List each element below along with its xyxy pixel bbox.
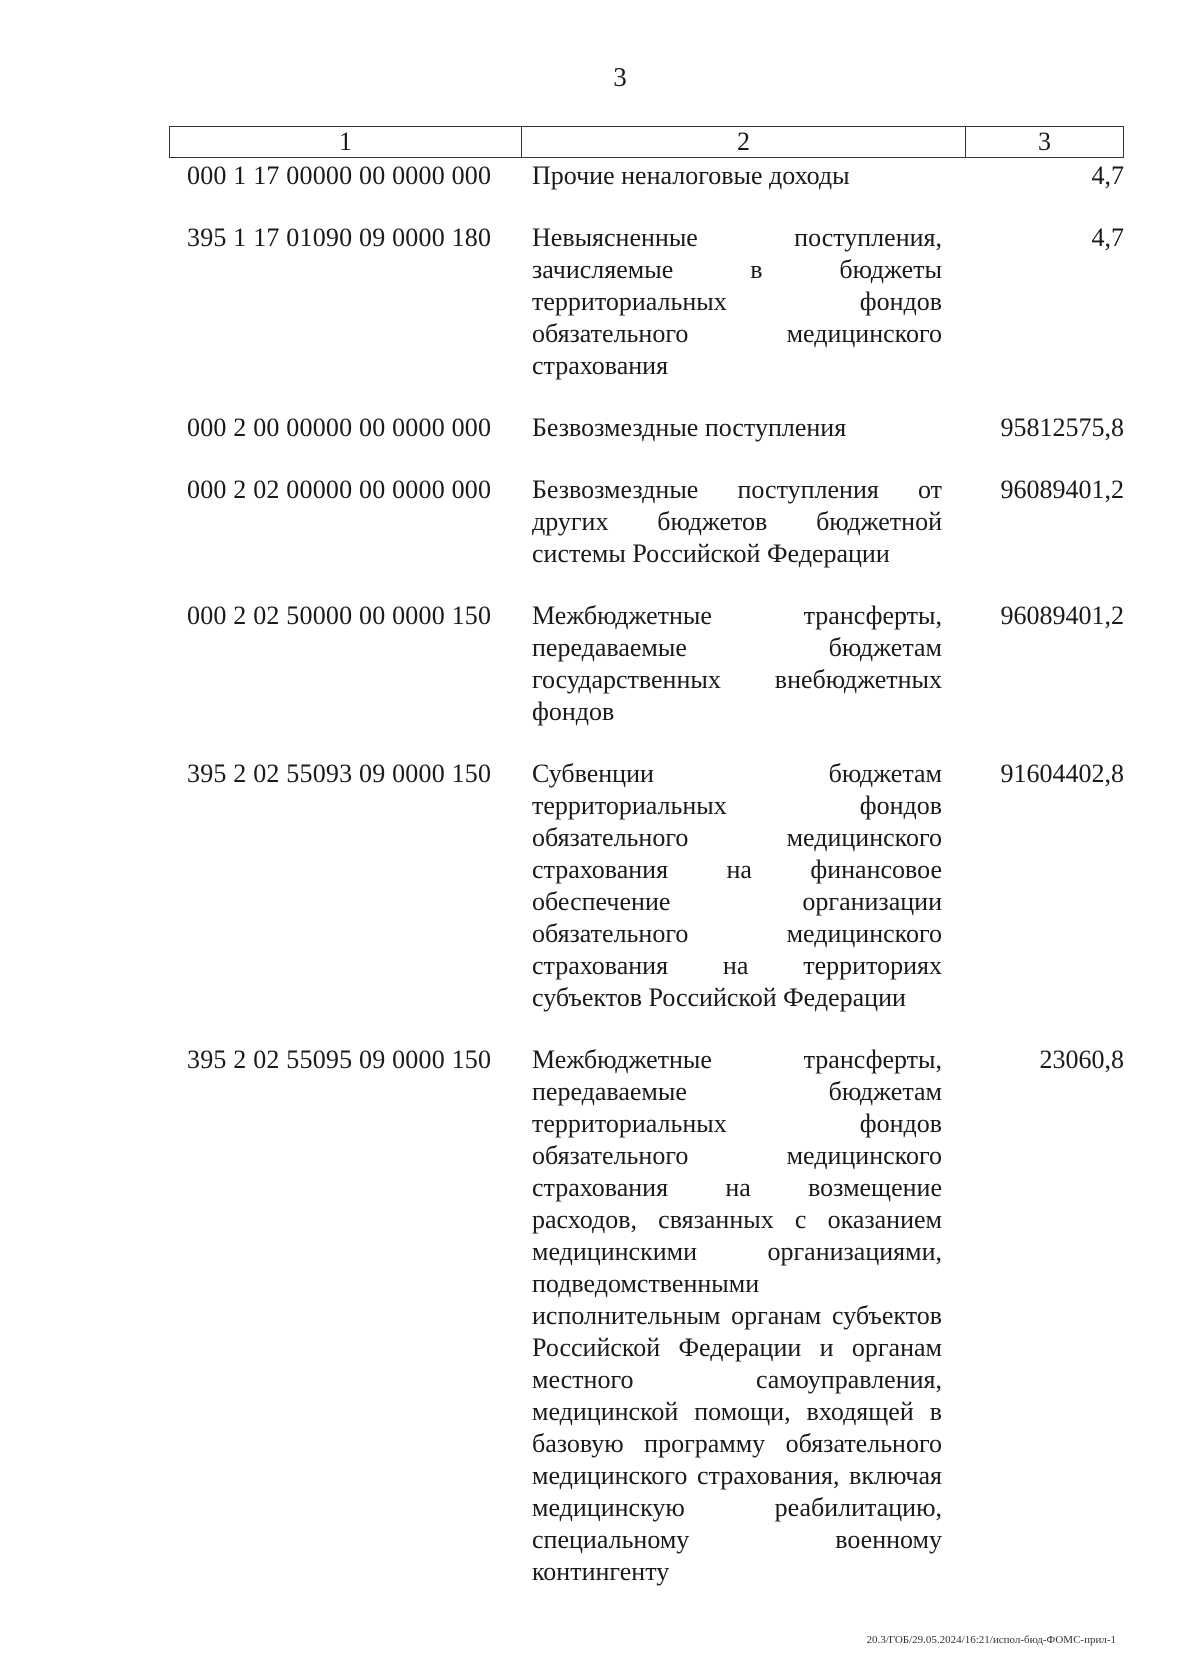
row-description: Безвозмездные поступления от других бюджетов бюджетной системы Российской Федерации <box>532 475 942 568</box>
table-row <box>169 600 1124 728</box>
row-description: Прочие неналоговые доходы <box>532 161 850 190</box>
budget-code: 000 2 02 50000 00 0000 150 <box>187 601 492 630</box>
table-body <box>169 160 1124 1618</box>
table-row <box>169 758 1124 1014</box>
table-row <box>169 160 1124 192</box>
budget-code: 000 2 02 00000 00 0000 000 <box>187 475 492 504</box>
row-amount: 96089401,2 <box>1000 601 1124 630</box>
table-row <box>169 474 1124 570</box>
document-footer-stamp: 20.3/ГОБ/29.05.2024/16:21/испол-бюд-ФОМС-прил-1 <box>866 1634 1116 1646</box>
budget-code: 395 1 17 01090 09 0000 180 <box>187 223 492 252</box>
budget-code: 000 2 00 00000 00 0000 000 <box>187 413 492 442</box>
row-amount: 23060,8 <box>1039 1045 1124 1074</box>
row-description: Невыясненные поступления, зачисляемые в бюджеты территориальных фондов обязательного медицинского страхования <box>532 223 942 380</box>
row-amount: 91604402,8 <box>1000 759 1124 788</box>
row-description: Межбюджетные трансферты, передаваемые бюджетам государственных внебюджетных фондов <box>532 601 942 726</box>
table-row <box>169 1044 1124 1588</box>
column-header-3: 3 <box>1038 127 1051 156</box>
budget-code: 000 1 17 00000 00 0000 000 <box>187 161 492 190</box>
budget-code: 395 2 02 55095 09 0000 150 <box>187 1045 492 1074</box>
row-description: Межбюджетные трансферты, передаваемые бюджетам территориальных фондов обязательного медицинского страхования на возмещение расходов, связанных с оказанием медицинскими организациями, подведомственными исполнительным органам субъектов Российской Федерации и органам местного самоуправления, медицинской помощи, входящей в базовую программу обязательного медицинского страхования, включая медицинскую реабилитацию, специальному военному контингенту <box>532 1045 942 1586</box>
table-row <box>169 412 1124 444</box>
budget-code: 395 2 02 55093 09 0000 150 <box>187 759 492 788</box>
row-description: Безвозмездные поступления <box>532 413 847 442</box>
row-amount: 4,7 <box>1091 161 1124 190</box>
page-number: 3 <box>613 62 627 92</box>
column-header-2: 2 <box>522 127 966 157</box>
table-header <box>169 126 1124 158</box>
column-header-1: 1 <box>170 127 522 157</box>
row-description: Субвенции бюджетам территориальных фондов обязательного медицинского страхования на финансовое обеспечение организации обязательного медицинского страхования на территориях субъектов Российской Федерации <box>532 759 942 1012</box>
table-row <box>169 222 1124 382</box>
row-amount: 96089401,2 <box>1000 475 1124 504</box>
row-amount: 95812575,8 <box>1000 413 1124 442</box>
row-amount: 4,7 <box>1091 223 1124 252</box>
